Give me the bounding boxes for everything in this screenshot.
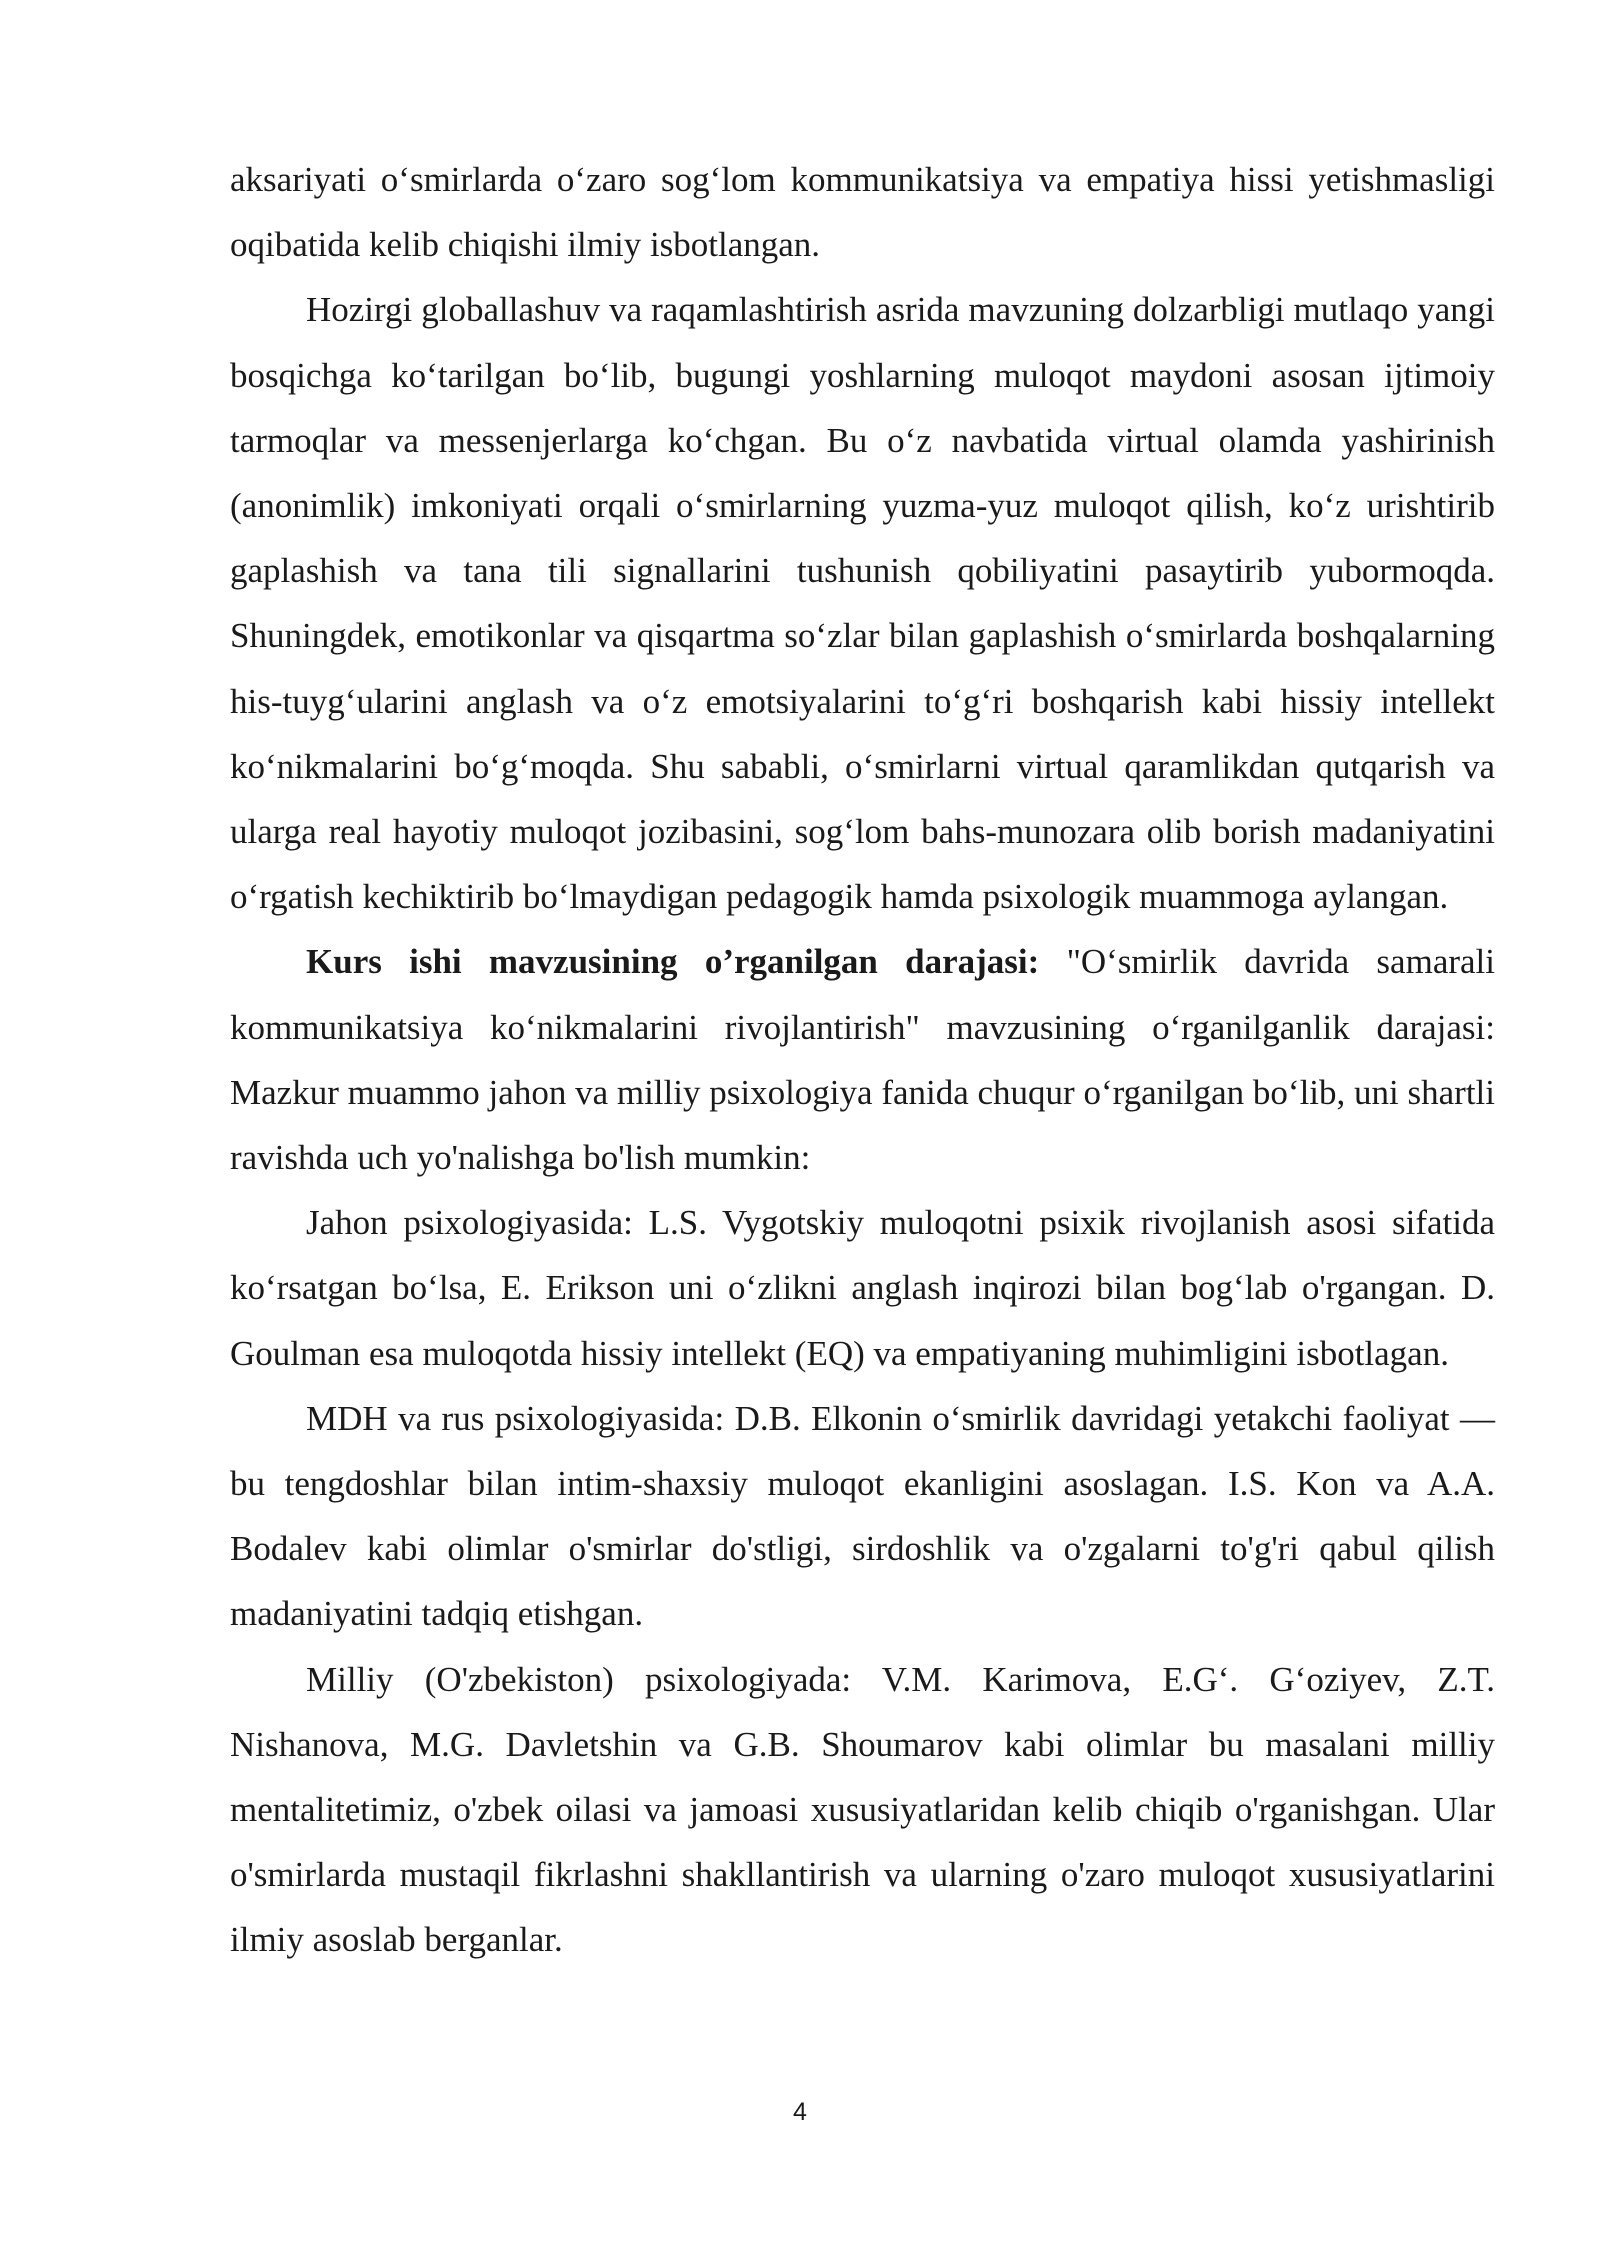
paragraph-4 bbox=[230, 1190, 1495, 1386]
paragraph-4-text: Jahon psixologiyasida: L.S. Vygotskiy muloqotni psixik rivojlanish asosi sifatida ko‘rsatgan bo‘lsa, E. Erikson uni o‘zlikni anglash inqirozi bilan bog‘lab o'rgangan. D. Goulman esa muloqotda hissiy intellekt (EQ) va empatiyaning muhimligini isbotlagan. bbox=[230, 1203, 1495, 1373]
page-number: 4 bbox=[793, 2098, 807, 2126]
paragraph-3 bbox=[230, 929, 1495, 1190]
paragraph-3-text: "O‘smirlik davrida samarali kommunikatsiya ko‘nikmalarini rivojlantirish" mavzusining o‘rganilganlik darajasi: Mazkur muammo jahon va milliy psixologiya fanida chuqur o‘rganilgan bo‘lib, uni shartli ravishda uch yo'nalishga bo'lish mumkin: bbox=[230, 942, 1495, 1178]
paragraph-5-text: MDH va rus psixologiyasida: D.B. Elkonin o‘smirlik davridagi yetakchi faoliyat — bu tengdoshlar bilan intim-shaxsiy muloqot ekanligini asoslagan. I.S. Kon va A.A. Bodalev kabi olimlar o'smirlar do'stligi, sirdoshlik va o'zgalarni to'g'ri qabul qilish madaniyatini tadqiq etishgan. bbox=[230, 1398, 1495, 1634]
paragraph-2 bbox=[230, 277, 1495, 929]
paragraph-6-text: Milliy (O'zbekiston) psixologiyada: V.M. Karimova, E.G‘. G‘oziyev, Z.T. Nishanova, M.G. Davletshin va G.B. Shoumarov kabi olimlar bu masalani milliy mentalitetimiz, o'zbek oilasi va jamoasi xususiyatlaridan kelib chiqib o'rganishgan. Ular o'smirlarda mustaqil fikrlashni shakllantirish va ularning o'zaro muloqot xususiyatlarini ilmiy asoslab berganlar. bbox=[230, 1659, 1495, 1960]
body-text bbox=[230, 147, 1495, 1973]
paragraph-1 bbox=[230, 147, 1495, 277]
paragraph-2-text: Hozirgi globallashuv va raqamlashtirish asrida mavzuning dolzarbligi mutlaqo yangi bosqichga ko‘tarilgan bo‘lib, bugungi yoshlarning muloqot maydoni asosan ijtimoiy tarmoqlar va messenjerlarga ko‘chgan. Bu o‘z navbatida virtual olamda yashirinish (anonimlik) imkoniyati orqali o‘smirlarning yuzma-yuz muloqot qilish, ko‘z urishtirib gaplashish va tana tili signallarini tushunish qobiliyatini pasaytirib yubormoqda. Shuningdek, emotikonlar va qisqartma so‘zlar bilan gaplashish o‘smirlarda boshqalarning his-tuyg‘ularini anglash va o‘z emotsiyalarini to‘g‘ri boshqarish kabi hissiy intellekt ko‘nikmalarini bo‘g‘moqda. Shu sababli, o‘smirlarni virtual qaramlikdan qutqarish va ularga real hayotiy muloqot jozibasini, sog‘lom bahs-munozara olib borish madaniyatini o‘rgatish kechiktirib bo‘lmaydigan pedagogik hamda psixologik muammoga aylangan. bbox=[230, 290, 1495, 917]
paragraph-6 bbox=[230, 1647, 1495, 1973]
section-heading-inline: Kurs ishi mavzusining o’rganilgan darajasi: bbox=[306, 942, 1040, 982]
paragraph-5 bbox=[230, 1386, 1495, 1647]
paragraph-1-text: aksariyati o‘smirlarda o‘zaro sog‘lom kommunikatsiya va empatiya hissi yetishmasligi oqibatida kelib chiqishi ilmiy isbotlangan. bbox=[230, 160, 1495, 265]
